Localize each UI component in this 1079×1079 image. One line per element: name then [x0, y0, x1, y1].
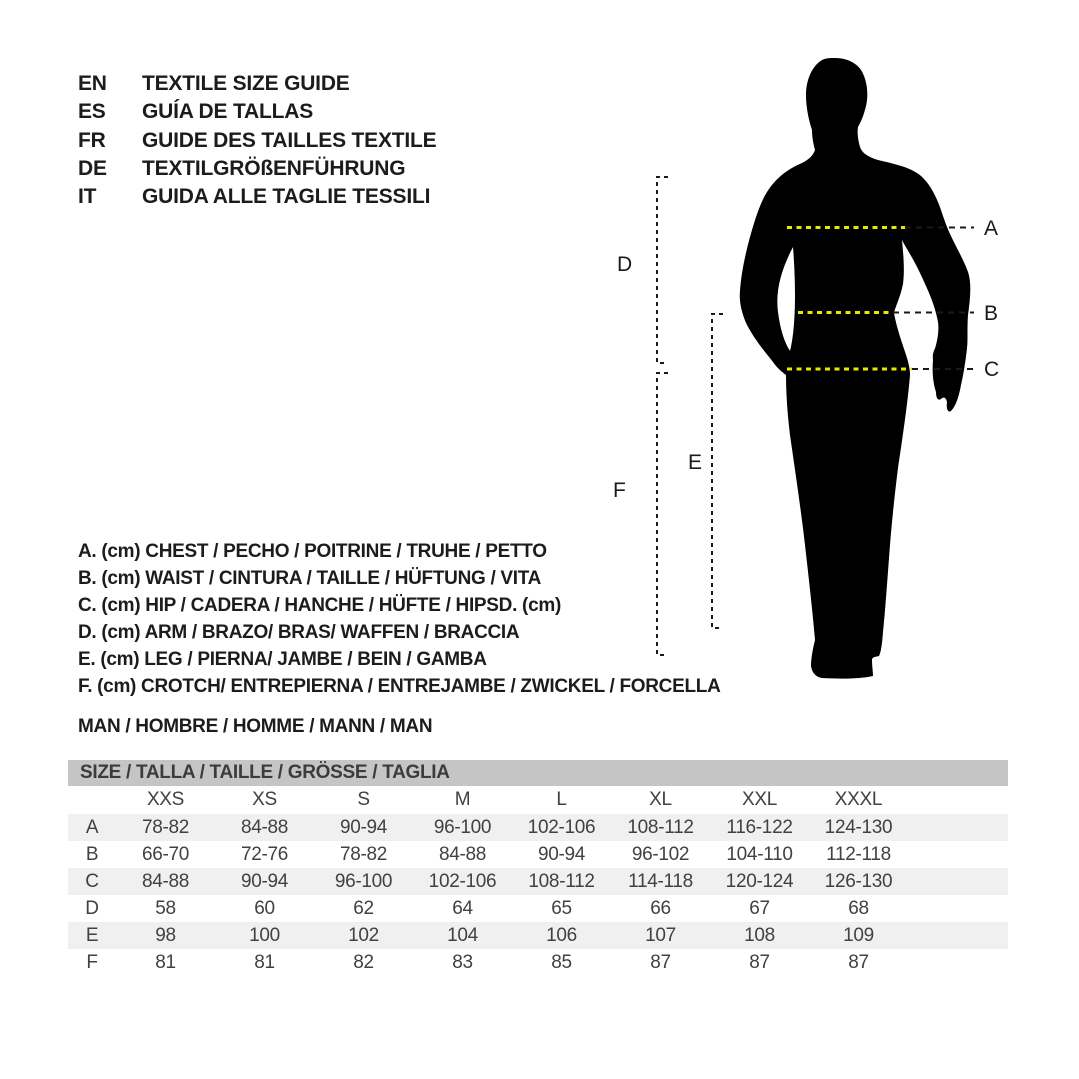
cell: 62	[353, 897, 374, 919]
size-table-title: SIZE / TALLA / TAILLE / GRÖSSE / TAGLIA	[68, 760, 1008, 786]
category-line: MAN / HOMBRE / HOMME / MANN / MAN	[78, 716, 433, 737]
cell: 83	[452, 951, 473, 973]
table-row-crotch	[68, 949, 1008, 976]
cell: 87	[650, 951, 671, 973]
cell: 104	[447, 924, 478, 946]
size-header-row	[68, 786, 1008, 814]
cell: 108-112	[528, 870, 595, 892]
title-text: TEXTILGRÖßENFÜHRUNG	[142, 156, 406, 180]
title-row-es	[78, 98, 436, 126]
cell: 60	[254, 897, 275, 919]
chest-line-label: A	[984, 217, 999, 240]
arm-bracket-label: D	[617, 253, 633, 276]
cell: 98	[155, 924, 176, 946]
lang-code: ES	[78, 100, 106, 124]
cell: 126-130	[824, 870, 893, 892]
cell: 107	[645, 924, 676, 946]
title-text: GUIDE DES TAILLES TEXTILE	[142, 128, 437, 152]
size-col-header: M	[454, 789, 471, 810]
cell: 106	[546, 924, 577, 946]
cell-filler	[908, 895, 1008, 922]
legend-item-waist: B. (cm) WAIST / CINTURA / TAILLE / HÜFTUNG / VITA	[78, 568, 542, 589]
table-row-leg	[68, 922, 1008, 949]
cell: 82	[353, 951, 374, 973]
title-row-en	[78, 70, 436, 98]
cell: 96-102	[631, 843, 690, 865]
table-row-chest	[68, 814, 1008, 841]
cell: 90-94	[339, 816, 388, 838]
cell: 67	[749, 897, 770, 919]
size-col-header: S	[357, 789, 370, 810]
cell: 90-94	[240, 870, 289, 892]
cell: 68	[848, 897, 869, 919]
cell: 84-88	[240, 816, 289, 838]
cell: 66-70	[141, 843, 190, 865]
table-row-arm	[68, 895, 1008, 922]
size-table-grid	[68, 786, 1008, 976]
arm-bracket	[657, 177, 668, 363]
table-row-hip	[68, 868, 1008, 895]
cell: 84-88	[438, 843, 487, 865]
cell: 109	[843, 924, 874, 946]
title-text: GUIDA ALLE TAGLIE TESSILI	[142, 185, 431, 209]
cell: 85	[551, 951, 572, 973]
title-row-fr	[78, 127, 436, 155]
cell-filler	[908, 922, 1008, 949]
lang-code: EN	[78, 72, 107, 95]
hip-line-label: C	[984, 358, 1000, 381]
row-label: D	[85, 897, 99, 919]
cell: 108-112	[627, 816, 694, 838]
cell: 124-130	[824, 816, 893, 838]
row-label: F	[86, 951, 98, 973]
cell: 102-106	[527, 816, 596, 838]
size-col-header: XL	[649, 789, 672, 810]
cell: 84-88	[141, 870, 190, 892]
cell: 78-82	[141, 816, 190, 838]
cell: 102	[348, 924, 379, 946]
cell: 58	[155, 897, 176, 919]
cell: 104-110	[726, 843, 793, 865]
cell: 96-100	[433, 816, 492, 838]
cell: 96-100	[334, 870, 393, 892]
cell: 87	[848, 951, 869, 973]
title-text: TEXTILE SIZE GUIDE	[142, 72, 350, 95]
cell-filler	[908, 814, 1008, 841]
crotch-bracket-label: F	[613, 479, 626, 502]
legend-item-crotch: F. (cm) CROTCH/ ENTREPIERNA / ENTREJAMBE / ZWICKEL / FORCELLA	[78, 676, 721, 697]
cell: 72-76	[240, 843, 289, 865]
row-label: B	[85, 843, 99, 865]
cell: 81	[155, 951, 176, 973]
size-table	[68, 760, 1008, 976]
lang-code: FR	[78, 128, 106, 152]
cell: 64	[452, 897, 473, 919]
cell: 66	[650, 897, 671, 919]
row-label: E	[85, 924, 99, 946]
size-header-filler	[908, 786, 1008, 814]
lang-code: DE	[78, 156, 107, 180]
waist-line-label: B	[984, 302, 999, 325]
size-header-empty	[68, 786, 116, 814]
legend-item-chest: A. (cm) CHEST / PECHO / POITRINE / TRUHE / PETTO	[78, 541, 547, 562]
title-row-de	[78, 155, 436, 183]
cell: 112-118	[826, 843, 891, 865]
size-col-header: XXL	[741, 789, 777, 810]
cell: 102-106	[428, 870, 497, 892]
cell-filler	[908, 868, 1008, 895]
cell: 108	[744, 924, 775, 946]
cell: 116-122	[726, 816, 793, 838]
measurement-legend	[78, 538, 721, 700]
table-row-waist	[68, 841, 1008, 868]
leg-bracket-label: E	[688, 451, 703, 474]
cell: 81	[254, 951, 275, 973]
cell: 65	[551, 897, 572, 919]
cell-filler	[908, 949, 1008, 976]
cell: 120-124	[725, 870, 794, 892]
legend-item-arm: D. (cm) ARM / BRAZO/ BRAS/ WAFFEN / BRACCIA	[78, 622, 520, 643]
size-col-header: XXXL	[834, 789, 883, 810]
cell: 90-94	[537, 843, 586, 865]
title-row-it	[78, 183, 436, 211]
size-col-header: L	[556, 789, 567, 810]
lang-code: IT	[78, 185, 97, 209]
row-label: A	[85, 816, 99, 838]
language-title-block	[78, 70, 436, 211]
cell: 114-118	[628, 870, 693, 892]
legend-item-hip: C. (cm) HIP / CADERA / HANCHE / HÜFTE / HIPSD. (cm)	[78, 595, 561, 616]
title-text: GUÍA DE TALLAS	[142, 100, 314, 124]
legend-item-leg: E. (cm) LEG / PIERNA/ JAMBE / BEIN / GAMBA	[78, 649, 487, 670]
cell: 100	[249, 924, 280, 946]
size-col-header: XS	[252, 789, 277, 810]
cell-filler	[908, 841, 1008, 868]
size-col-header: XXS	[146, 789, 185, 810]
row-label: C	[85, 870, 99, 892]
cell: 87	[749, 951, 770, 973]
cell: 78-82	[339, 843, 388, 865]
